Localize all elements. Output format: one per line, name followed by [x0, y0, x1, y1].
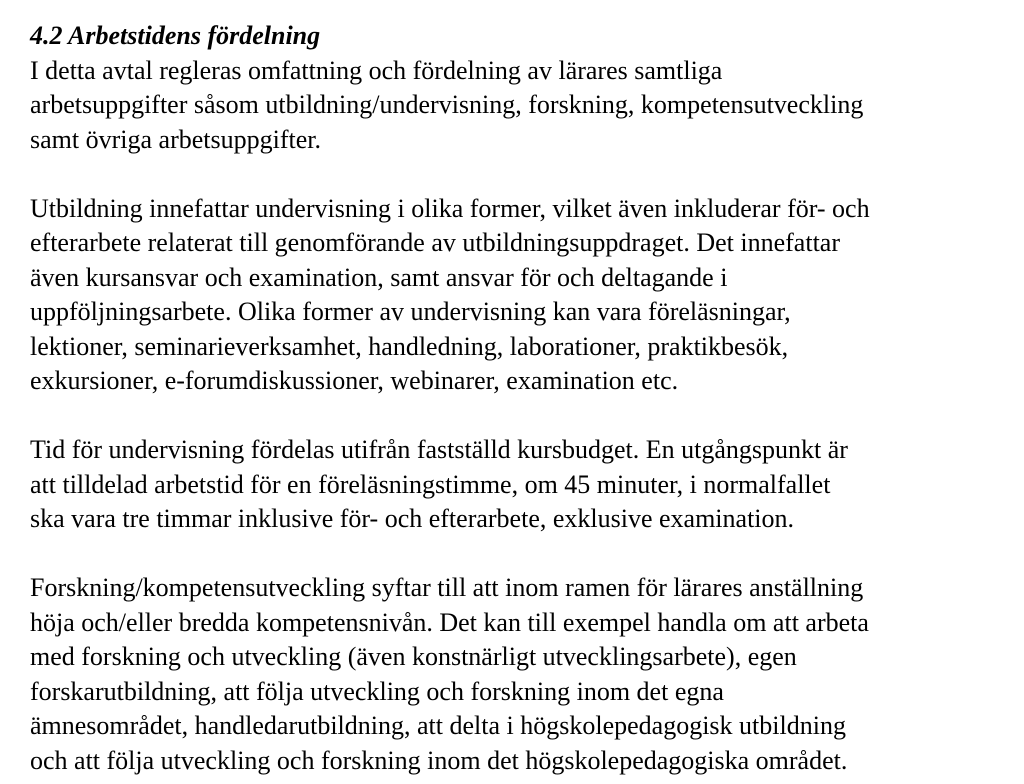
- text-line: med forskning och utveckling (även konstnärligt utvecklingsarbete), egen: [30, 642, 797, 671]
- text-line: Utbildning innefattar undervisning i olika former, vilket även inkluderar för- och: [30, 193, 870, 223]
- text-line: att tilldelad arbetstid för en föreläsningstimme, om 45 minuter, i normalfallet: [30, 469, 831, 499]
- text-line: ämnesområdet, handledarutbildning, att delta i högskolepedagogisk utbildning: [30, 711, 846, 740]
- text-line: Forskning/kompetensutveckling syftar till att inom ramen för lärares anställning: [30, 573, 864, 602]
- text-line: efterarbete relaterat till genomförande av utbildningsuppdraget. Det innefattar: [30, 228, 840, 257]
- text-line: samt övriga arbetsuppgifter.: [30, 124, 321, 154]
- text-line: ska vara tre timmar inklusive för- och efterarbete, exklusive examination.: [30, 504, 795, 533]
- paragraph-gap: [30, 157, 1020, 192]
- text-line: höja och/eller bredda kompetensnivån. Det kan till exempel handla om att arbeta: [30, 607, 869, 637]
- text-line: forskarutbildning, att följa utveckling och forskning inom det egna: [30, 676, 724, 706]
- paragraph-gap: [30, 537, 1020, 572]
- paragraph-scope: [30, 54, 1020, 158]
- paragraph-gap: [30, 399, 1020, 434]
- text-line: Tid för undervisning fördelas utifrån fastställd kursbudget. En utgångspunkt är: [30, 435, 848, 464]
- paragraph-education: [30, 192, 1020, 399]
- paragraph-research: [30, 571, 1020, 778]
- text-line: exkursioner, e-forumdiskussioner, webinarer, examination etc.: [30, 366, 679, 395]
- text-line: I detta avtal regleras omfattning och fördelning av lärares samtliga: [30, 55, 723, 85]
- text-line: uppföljningsarbete. Olika former av undervisning kan vara föreläsningar,: [30, 297, 791, 326]
- paragraph-teaching-time: [30, 433, 1020, 537]
- text-line: och att följa utveckling och forskning inom det högskolepedagogiska området.: [30, 745, 848, 775]
- text-line: även kursansvar och examination, samt ansvar för och deltagande i: [30, 262, 728, 292]
- section-heading: 4.2 Arbetstidens fördelning: [30, 21, 321, 50]
- text-line: lektioner, seminarieverksamhet, handledning, laborationer, praktikbesök,: [30, 331, 789, 361]
- text-line: arbetsuppgifter såsom utbildning/undervisning, forskning, kompetensutveckling: [30, 90, 864, 119]
- document-page: [30, 19, 1020, 778]
